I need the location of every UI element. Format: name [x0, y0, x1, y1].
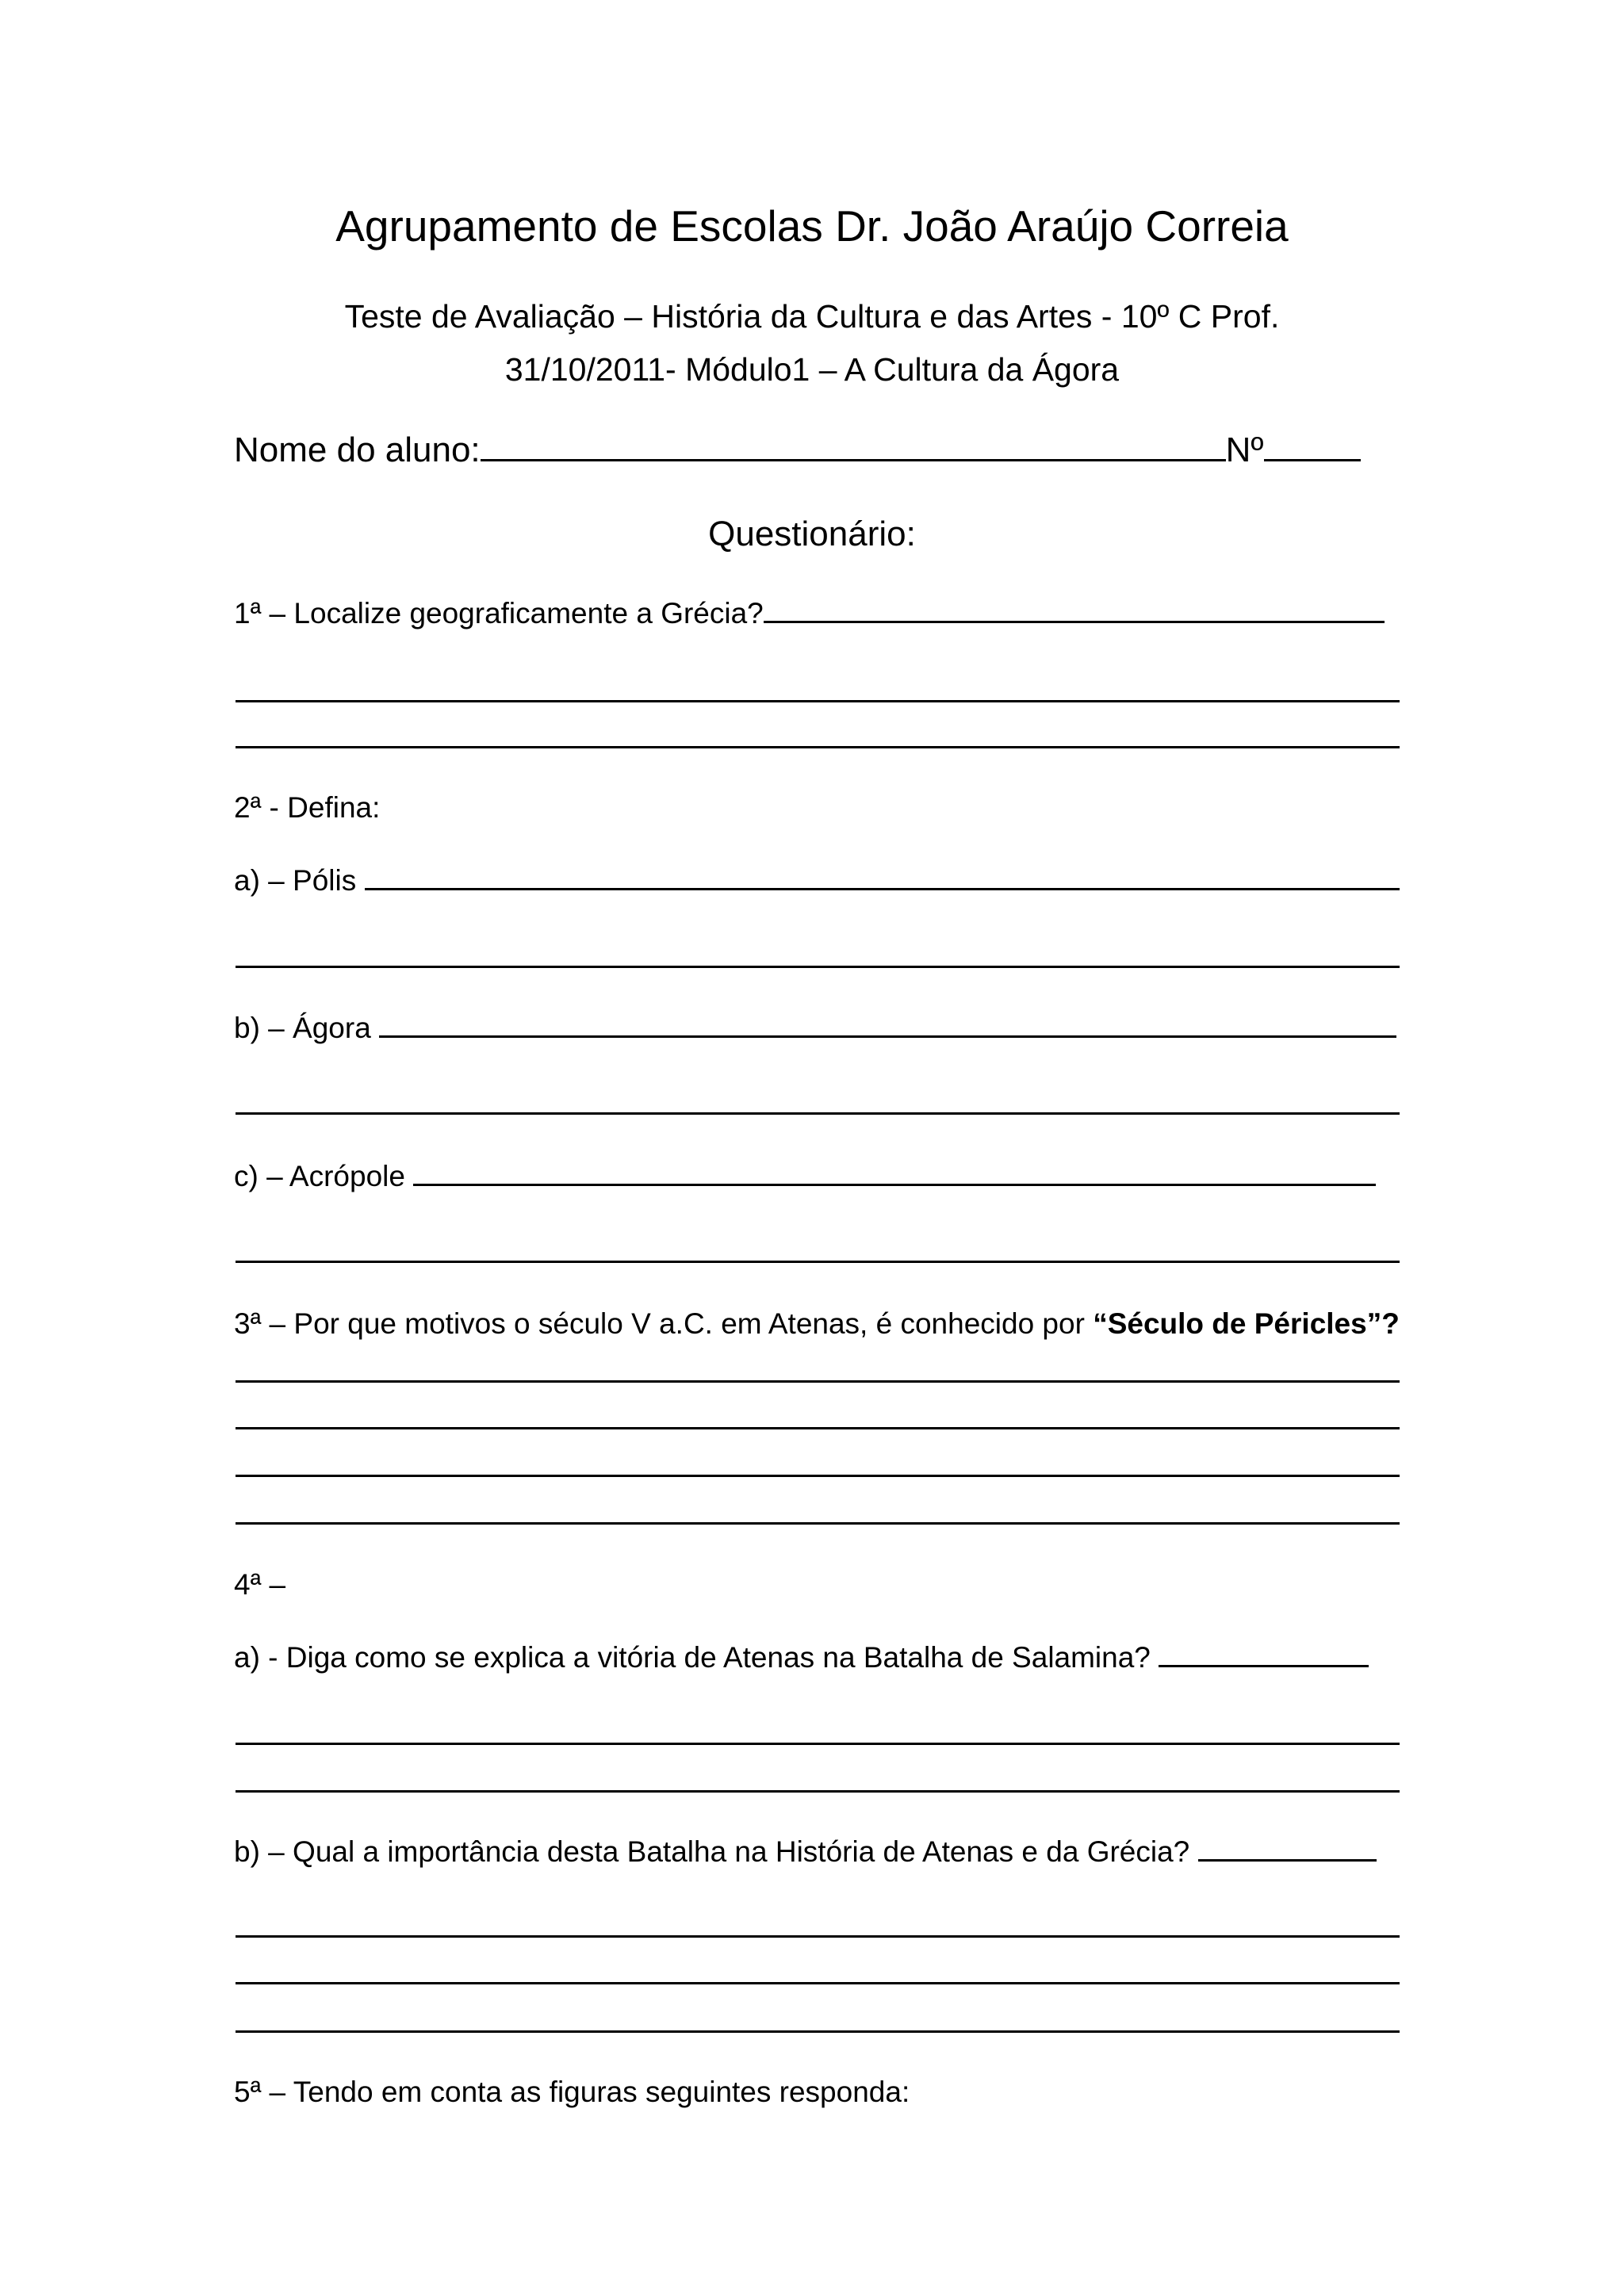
question-4: 4ª – — [234, 1568, 286, 1601]
answer-blank[interactable] — [379, 1035, 1396, 1038]
question-4b-text: b) – Qual a importância desta Batalha na História de Atenas e da Grécia? — [234, 1835, 1190, 1868]
test-info-line: Teste de Avaliação – História da Cultura e das Artes - 10º C Prof. — [344, 298, 1280, 335]
question-3-emphasis: “Século de Péricles”? — [1093, 1307, 1400, 1340]
answer-blank[interactable] — [413, 1183, 1376, 1186]
student-name-blank[interactable] — [481, 458, 1226, 461]
question-5: 5ª – Tendo em conta as figuras seguintes responda: — [234, 2076, 910, 2108]
answer-line[interactable] — [236, 1743, 1400, 1745]
question-2c — [234, 1161, 1376, 1191]
answer-line[interactable] — [236, 1112, 1400, 1115]
answer-line[interactable] — [236, 1790, 1400, 1793]
section-title: Questionário: — [708, 515, 916, 553]
answer-line[interactable] — [236, 1427, 1400, 1429]
answer-line[interactable] — [236, 700, 1400, 702]
question-3 — [234, 1309, 1400, 1338]
answer-line[interactable] — [236, 1935, 1400, 1938]
question-2: 2ª - Defina: — [234, 791, 381, 824]
answer-blank[interactable] — [1198, 1858, 1377, 1862]
question-2a-text: a) – Pólis — [234, 864, 357, 897]
student-name-label: Nome do aluno: — [234, 430, 481, 469]
answer-blank[interactable] — [764, 620, 1385, 623]
question-2b — [234, 1013, 1396, 1043]
answer-line[interactable] — [236, 746, 1400, 748]
question-1-text: 1ª – Localize geograficamente a Grécia? — [234, 597, 764, 629]
date-module-line: 31/10/2011- Módulo1 – A Cultura da Ágora — [504, 351, 1120, 388]
school-title: Agrupamento de Escolas Dr. João Araújo Correia — [335, 201, 1289, 251]
question-4a-text: a) - Diga como se explica a vitória de Atenas na Batalha de Salamina? — [234, 1641, 1151, 1674]
student-number-label: Nº — [1225, 430, 1264, 469]
answer-blank[interactable] — [1159, 1664, 1369, 1667]
answer-line[interactable] — [236, 2030, 1400, 2033]
question-2b-text: b) – Ágora — [234, 1012, 371, 1044]
question-2c-text: c) – Acrópole — [234, 1160, 405, 1192]
answer-line[interactable] — [236, 1380, 1400, 1383]
answer-line[interactable] — [236, 1475, 1400, 1477]
answer-line[interactable] — [236, 1522, 1400, 1525]
question-2a — [234, 866, 1400, 895]
answer-line[interactable] — [236, 966, 1400, 968]
question-1 — [234, 599, 1385, 628]
question-4b — [234, 1837, 1377, 1866]
answer-line[interactable] — [236, 1982, 1400, 1984]
question-4a — [234, 1643, 1369, 1672]
question-3-text: 3ª – Por que motivos o século V a.C. em Atenas, é conhecido por — [234, 1307, 1094, 1340]
student-number-blank[interactable] — [1264, 458, 1361, 461]
student-name-row — [234, 430, 1361, 469]
answer-blank[interactable] — [365, 887, 1400, 890]
answer-line[interactable] — [236, 1261, 1400, 1263]
